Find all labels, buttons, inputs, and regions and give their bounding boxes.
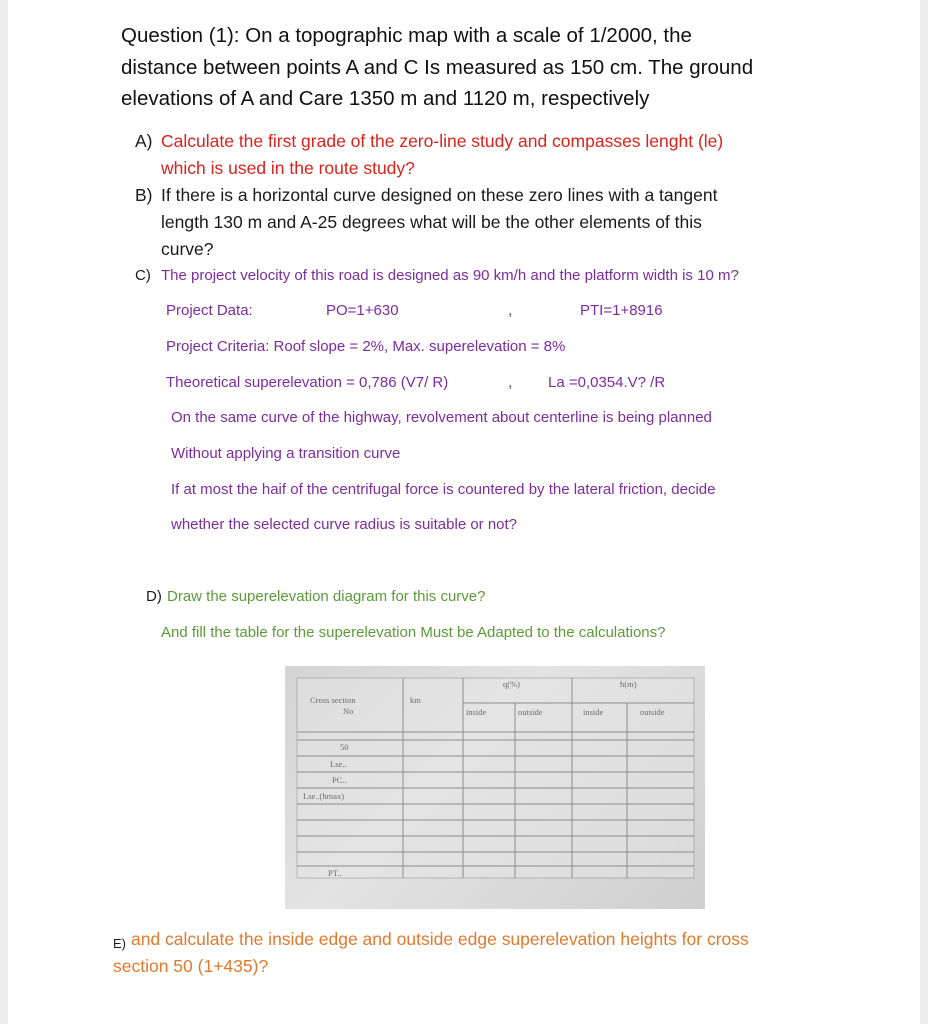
part-e-label: E) (113, 936, 126, 951)
question-line-3: elevations of A and Care 1350 m and 1120 m, respectively (121, 87, 650, 110)
row-label-lse: Lse.. (330, 759, 347, 769)
part-e-line-1: and calculate the inside edge and outside edge superelevation heights for cross (131, 929, 749, 949)
col-inside-h: inside (583, 707, 604, 717)
project-criteria: Project Criteria: Roof slope = 2%, Max. superelevation = 8% (166, 338, 566, 355)
part-a-line-1: Calculate the first grade of the zero-line study and compasses lenght (le) (161, 131, 724, 151)
comma-2: , (508, 374, 513, 391)
row-label-pt: PT.. (328, 868, 342, 878)
la-formula: La =0,0354.V? /R (548, 374, 666, 391)
project-data-label: Project Data: (166, 302, 253, 319)
question-intro (121, 20, 821, 115)
part-a-label: A) (135, 131, 153, 151)
superelevation-table-image (285, 666, 705, 909)
part-b-line-3: curve? (161, 239, 214, 259)
document-page (8, 0, 920, 1024)
part-b-label: B) (135, 185, 153, 205)
line-without-transition: Without applying a transition curve (171, 445, 401, 462)
theoretical-superelevation: Theoretical superelevation = 0,786 (V7/ R) (166, 374, 449, 391)
part-d-line-1: Draw the superelevation diagram for this curve? (167, 588, 486, 605)
line-same-curve: On the same curve of the highway, revolvement about centerline is being planned (171, 409, 712, 426)
row-label-50: 50 (340, 742, 349, 752)
part-c-label: C) (135, 267, 151, 284)
col-inside-q: inside (466, 707, 487, 717)
part-d-line-2: And fill the table for the superelevation Must be Adapted to the calculations? (161, 624, 666, 641)
part-b-line-1: If there is a horizontal curve designed on these zero lines with a tangent (161, 185, 718, 205)
pti-value: PTI=1+8916 (580, 302, 663, 319)
question-line-2: distance between points A and C Is measured as 150 cm. The ground (121, 55, 754, 79)
part-e-line-2: section 50 (1+435)? (113, 956, 269, 976)
col-h: h(m) (620, 679, 637, 689)
line-if-centrifugal: If at most the haif of the centrifugal force is countered by the lateral friction, decide (171, 481, 716, 498)
row-label-pc: PC.. (332, 775, 347, 785)
part-c-line-1: The project velocity of this road is designed as 90 km/h and the platform width is 10 m? (161, 267, 739, 284)
col-no: No (343, 706, 354, 716)
col-km: km (410, 695, 421, 705)
comma-1: , (508, 302, 513, 319)
part-b-line-2: length 130 m and A-25 degrees what will be the other elements of this (161, 212, 702, 232)
part-a-line-2: which is used in the route study? (161, 158, 415, 178)
part-d-label: D) (146, 588, 162, 605)
po-value: PO=1+630 (326, 302, 399, 319)
question-line-1: Question (1): On a topographic map with a scale of 1/2000, the (121, 24, 692, 47)
row-label-lse-hmax: Lse..(hmax) (303, 791, 345, 801)
col-q: q(%) (503, 679, 520, 689)
col-outside-h: outside (640, 707, 665, 717)
col-cross-section: Cross section (310, 695, 356, 705)
col-outside-q: outside (518, 707, 543, 717)
line-whether-suitable: whether the selected curve radius is suitable or not? (171, 516, 518, 533)
